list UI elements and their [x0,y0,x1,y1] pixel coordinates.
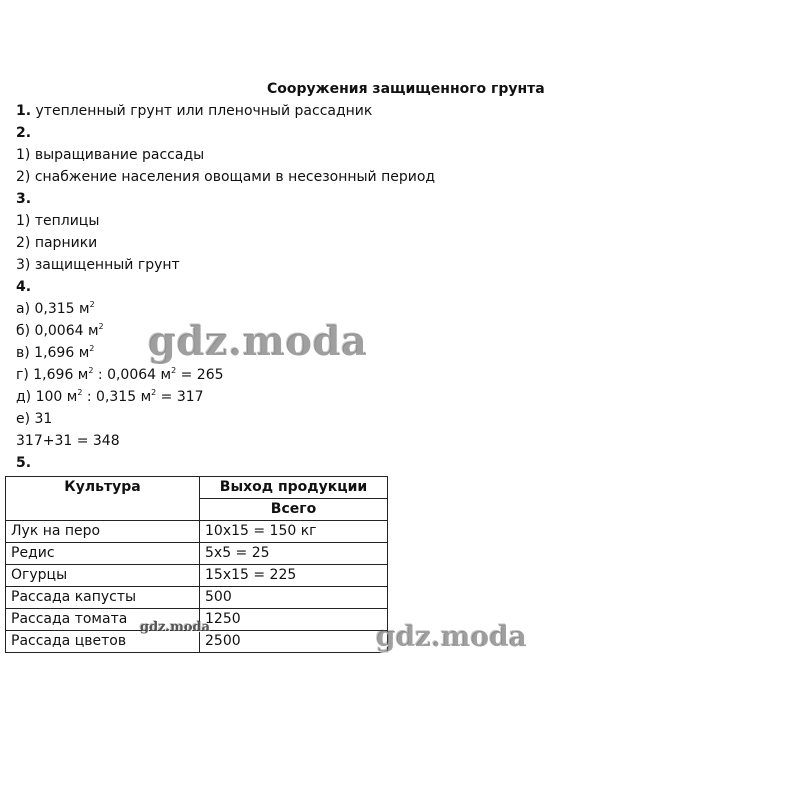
table-header-row [6,477,388,499]
answer-2-item: 1) выращивание рассады [16,147,205,163]
header-output: Выход продукции [200,477,388,499]
answer-4-b [16,322,104,340]
answer-4-g [16,366,224,384]
superscript: 2 [98,322,104,331]
table-row [6,543,388,565]
total-cell: 10х15 = 150 кг [200,521,388,543]
answer-4-number: 4. [16,279,32,295]
answer-4-v-text: в) 1,696 м [16,345,90,361]
table-row [6,521,388,543]
culture-cell: Лук на перо [6,521,200,543]
answer-4-e: е) 31 [16,411,53,427]
superscript: 2 [77,388,83,397]
culture-cell: Рассада цветов [6,631,200,653]
answer-3-item: 1) теплицы [16,213,100,229]
culture-cell: Огурцы [6,565,200,587]
header-culture: Культура [6,477,200,521]
answer-1-text: утепленный грунт или пленочный рассадник [35,103,373,119]
total-cell: 2500 [200,631,388,653]
culture-cell: Рассада капусты [6,587,200,609]
superscript: 2 [171,366,177,375]
superscript: 2 [88,366,94,375]
table-row [6,587,388,609]
watermark-logo-small: gdz.moda [140,620,211,635]
culture-cell: Рассада томата [6,609,200,631]
answer-4-b-text: б) 0,0064 м [16,323,99,339]
answer-5-number: 5. [16,455,32,471]
answer-4-sum: 317+31 = 348 [16,433,120,449]
answer-2-item: 2) снабжение населения овощами в несезонный период [16,169,436,185]
culture-cell: Редис [6,543,200,565]
answer-3-item: 2) парники [16,235,98,251]
total-cell: 500 [200,587,388,609]
answer-4-g-text: = 265 [176,367,224,383]
watermark-logo-right: gdz.moda [376,620,527,653]
total-cell: 15х15 = 225 [200,565,388,587]
answer-4-d-text: : 0,315 м [82,389,152,405]
answer-2-number: 2. [16,125,32,141]
header-total: Всего [200,499,388,521]
answer-4-d-text: д) 100 м [16,389,78,405]
answer-3-number: 3. [16,191,32,207]
total-cell: 5х5 = 25 [200,543,388,565]
table-row [6,565,388,587]
superscript: 2 [151,388,157,397]
superscript: 2 [89,344,95,353]
answer-1-number: 1. [16,103,32,119]
answer-4-g-text: г) 1,696 м [16,367,89,383]
total-cell: 1250 [200,609,388,631]
watermark-logo: gdz.moda [148,318,368,365]
answer-4-g-text: : 0,0064 м [93,367,172,383]
answer-3-item: 3) защищенный грунт [16,257,180,273]
answer-4-v [16,344,94,362]
answer-4-d [16,388,204,406]
answer-4-a-text: а) 0,315 м [16,301,90,317]
answer-4-a [16,300,95,318]
answer-1 [16,102,372,120]
superscript: 2 [89,300,95,309]
answer-4-d-text: = 317 [156,389,204,405]
page-title: Сооружения защищенного грунта [267,81,545,97]
